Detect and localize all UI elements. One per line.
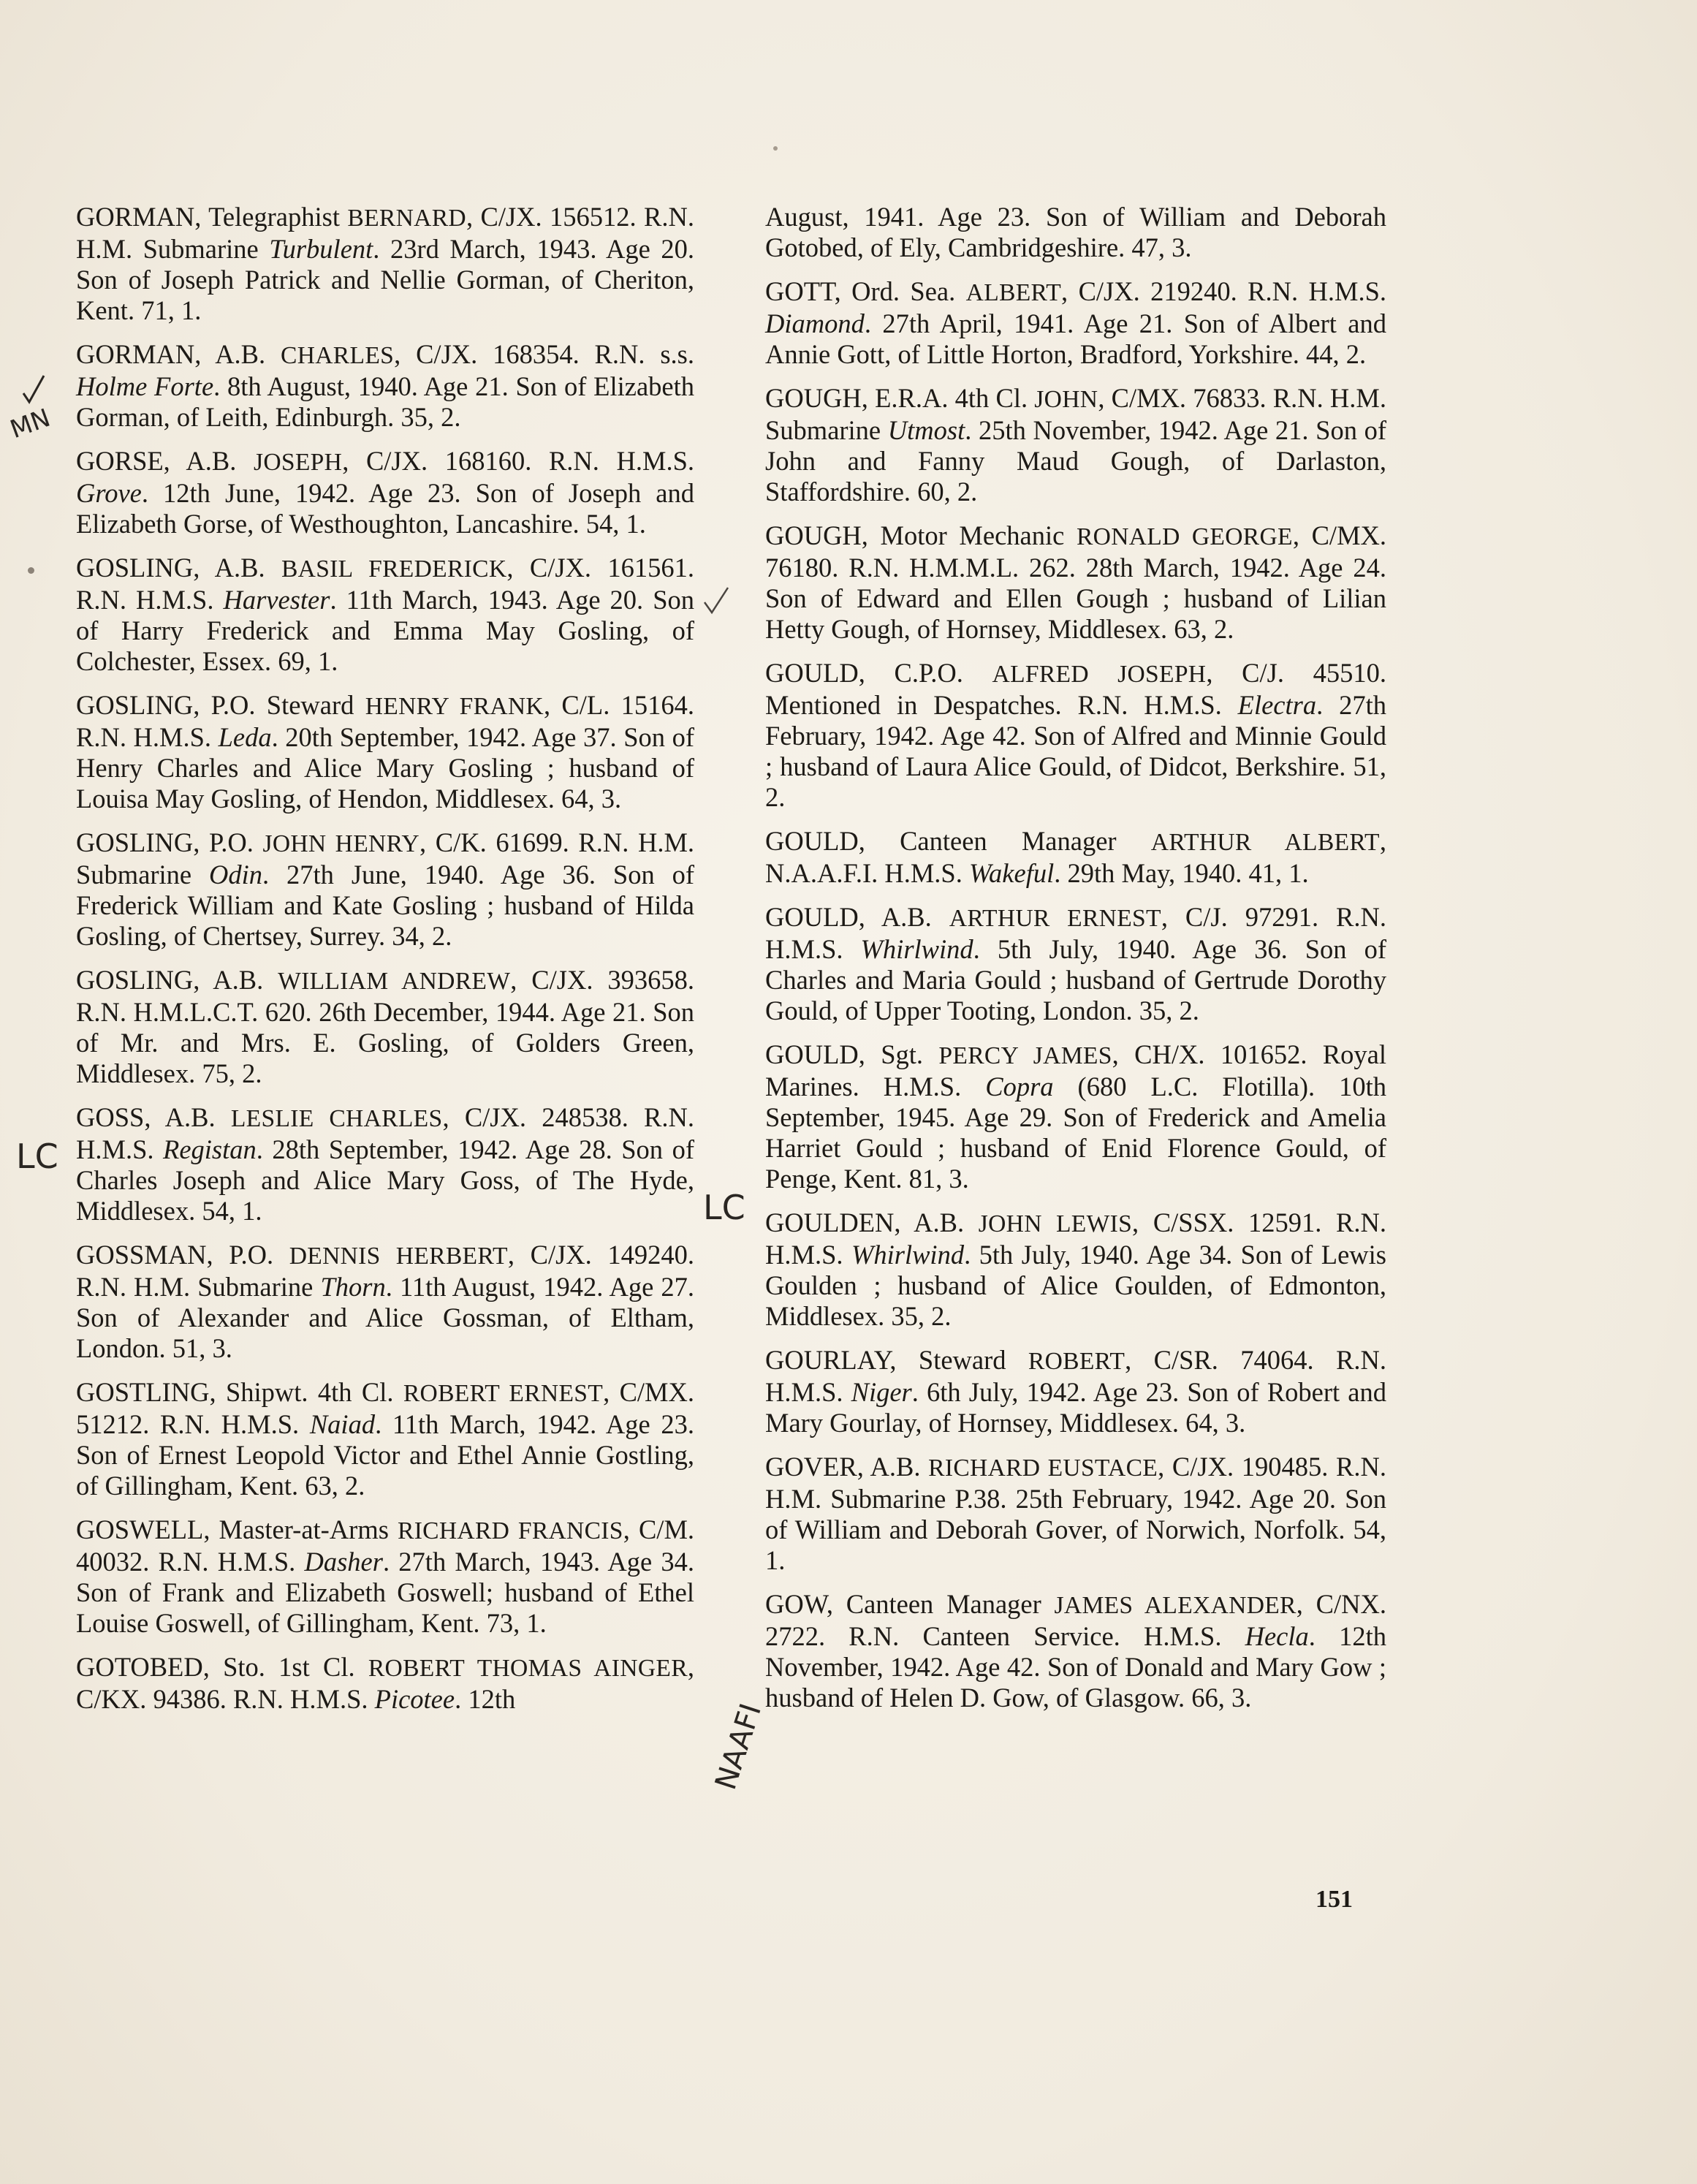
entry-details-continued: (680 L.C. Flotilla). 10th September, 1945. Age 29. Son of Frederick and Amelia Harriet Gould ; husband of Enid Florence Gould, of Penge, Kent. 81, 3. [765,1072,1386,1194]
entry-details: August, 1941. Age 23. Son of William and Deborah Gotobed, of Ely, Cambridgeshire. 47, 3. [765,202,1386,262]
entry-rank: A.B. [213,965,264,995]
entry-surname: GOULD [765,902,859,932]
entry-given-names: ROBERT ERNEST [403,1380,604,1407]
entry-rank: A.B. [215,339,266,369]
entry-ship-name: Whirlwind [851,1240,965,1270]
entry-details: C/JX. 190485. R.N. H.M. Submarine P.38. 25th February, 1942. Age 20. Son of William and Deborah Gover, of Norwich, Norfolk. 54, 1. [765,1452,1386,1575]
memorial-entry: GOSSMAN, P.O. DENNIS HERBERT, C/JX. 149240. R.N. H.M. Submarine Thorn. 11th August, 1942. Age 27. Son of Alexander and Alice Gossman, of Eltham, London. 51, 3. [76,1240,695,1363]
entry-details-continued: . 23rd March, 1943. Age 20. Son of Joseph Patrick and Nellie Gorman, of Cheriton, Kent. 71, 1. [76,234,695,325]
entry-given-names: RONALD GEORGE [1076,523,1293,550]
entry-rank: Shipwt. 4th Cl. [225,1377,394,1407]
entry-given-names: ARTHUR ERNEST [949,905,1161,932]
entry-given-names: WILLIAM ANDREW [278,968,511,995]
entry-rank: P.O. [208,827,254,857]
entry-details-continued: . 27th February, 1942. Age 42. Son of Alfred and Minnie Gould ; husband of Laura Alice Gould, of Didcot, Berkshire. 51, 2. [765,690,1386,812]
entry-given-names: CHARLES [281,342,395,369]
entry-ship-name: Niger [851,1377,912,1407]
entry-surname: GOULD [765,1039,859,1069]
entry-surname: GOTT [765,276,835,306]
entry-rank: Sgt. [881,1039,924,1069]
entry-details: C/JX. 393658. R.N. H.M.L.C.T. 620. 26th December, 1944. Age 21. Son of Mr. and Mrs. E. Gosling, of Golders Green, Middlesex. 75, 2. [76,965,695,1088]
entry-ship-name: Hecla [1245,1621,1309,1651]
paper-speck [28,567,34,574]
right-column [765,202,1386,1726]
memorial-entry: GORMAN, Telegraphist BERNARD, C/JX. 156512. R.N. H.M. Submarine Turbulent. 23rd March, 1943. Age 20. Son of Joseph Patrick and Nellie Gorman, of Cheriton, Kent. 71, 1. [76,202,695,325]
memorial-entry: GOSLING, A.B. BASIL FREDERICK, C/JX. 161561. R.N. H.M.S. Harvester. 11th March, 1943. Age 20. Son of Harry Frederick and Emma May Gosling, of Colchester, Essex. 69, 1. [76,553,694,676]
entry-ship-name: Thorn [320,1272,386,1302]
entry-ship-name: Dasher [304,1547,383,1577]
entry-rank: Sto. 1st Cl. [223,1652,355,1682]
entry-surname: GOUGH [765,383,862,413]
entry-ship-name: Turbulent [269,234,373,264]
entry-given-names: BASIL FREDERICK [281,556,507,583]
entry-details: C/JX. 168354. R.N. s.s. [416,339,694,369]
handwritten-naafi-note: NAAFI [709,1699,769,1794]
entry-rank: Canteen Manager [900,826,1117,856]
memorial-entry: GOULDEN, A.B. JOHN LEWIS, C/SSX. 12591. R.N. H.M.S. Whirlwind. 5th July, 1940. Age 34. Son of Lewis Goulden ; husband of Alice Goulden, of Edmonton, Middlesex. 35, 2. [765,1207,1386,1331]
entry-ship-name: Diamond [765,308,865,338]
entry-given-names: JOHN HENRY [262,830,419,857]
entry-ship-name: Wakeful [968,858,1055,888]
entry-given-names: LESLIE CHARLES [230,1105,443,1132]
entry-details: C/MX. 76180. R.N. H.M.M.L. 262. 28th March, 1942. Age 24. Son of Edward and Ellen Gough ; husband of Lilian Hetty Gough, of Hornsey, Middlesex. 63, 2. [765,520,1387,644]
entry-given-names: BERNARD [347,205,466,232]
entry-rank: Telegraphist [208,202,340,232]
entry-details: C/JX. 219240. R.N. H.M.S. [1078,276,1387,306]
memorial-entry: GOURLAY, Steward ROBERT, C/SR. 74064. R.N. H.M.S. Niger. 6th July, 1942. Age 23. Son of Robert and Mary Gourlay, of Hornsey, Middlesex. 64, 3. [765,1345,1387,1438]
entry-details-continued: . 27th June, 1940. Age 36. Son of Frederick William and Kate Gosling ; husband of Hilda Gosling, of Chertsey, Surrey. 34, 2. [76,860,695,951]
memorial-entry [765,202,1386,263]
entry-details-continued: . 25th November, 1942. Age 21. Son of John and Fanny Maud Gough, of Darlaston, Staffordshire. 60, 2. [765,415,1386,507]
entry-details: C/MX. 51212. R.N. H.M.S. [76,1377,694,1439]
entry-rank: Motor Mechanic [880,520,1065,550]
handwritten-check-mark [702,585,731,620]
entry-details-continued: . 20th September, 1942. Age 37. Son of Henry Charles and Alice Mary Gosling ; husband of Louisa May Gosling, of Hendon, Middlesex. 64, 3. [76,722,694,814]
entry-surname: GOSSMAN [76,1240,207,1270]
entry-details: C/K. 61699. R.N. H.M. Submarine [76,827,695,890]
memorial-entry: GOUGH, Motor Mechanic RONALD GEORGE, C/MX. 76180. R.N. H.M.M.L. 262. 28th March, 1942. Age 24. Son of Edward and Ellen Gough ; husband of Lilian Hetty Gough, of Hornsey, Middlesex. 63, 2. [765,520,1387,644]
memorial-entry: GOSWELL, Master-at-Arms RICHARD FRANCIS, C/M. 40032. R.N. H.M.S. Dasher. 27th March, 1943. Age 34. Son of Frank and Elizabeth Goswell; husband of Ethel Louise Goswell, of Gillingham, Kent. 73, 1. [76,1514,695,1638]
memorial-entry: GOULD, Canteen Manager ARTHUR ALBERT, N.A.A.F.I. H.M.S. Wakeful. 29th May, 1940. 41, 1. [765,826,1386,888]
entry-details-continued: . 5th July, 1940. Age 36. Son of Charles and Maria Gould ; husband of Gertrude Dorothy Gould, of Upper Tooting, London. 35, 2. [765,934,1386,1025]
entry-details-continued: . 12th June, 1942. Age 23. Son of Joseph and Elizabeth Gorse, of Westhoughton, Lancashire. 54, 1. [76,478,694,539]
entry-ship-name: Picotee [374,1684,455,1714]
memorial-entry: GOSTLING, Shipwt. 4th Cl. ROBERT ERNEST, C/MX. 51212. R.N. H.M.S. Naiad. 11th March, 1942. Age 23. Son of Ernest Leopold Victor and Ethel Annie Gostling, of Gillingham, Kent. 63, 2. [76,1377,695,1501]
entry-surname: GOVER [765,1452,857,1482]
entry-surname: GOTOBED [76,1652,203,1682]
entry-details-continued: . 6th July, 1942. Age 23. Son of Robert and Mary Gourlay, of Hornsey, Middlesex. 64, 3. [765,1377,1386,1438]
entry-given-names: JOHN LEWIS [978,1210,1133,1237]
entry-rank: P.O. [229,1240,274,1270]
entry-surname: GOURLAY [765,1345,890,1375]
entry-details: C/M. 40032. R.N. H.M.S. [76,1514,695,1577]
entry-details-continued: . 11th March, 1942. Age 23. Son of Ernest Leopold Victor and Ethel Annie Gostling, of Gillingham, Kent. 63, 2. [76,1409,695,1501]
memorial-entry: GOULD, A.B. ARTHUR ERNEST, C/J. 97291. R.N. H.M.S. Whirlwind. 5th July, 1940. Age 36. Son of Charles and Maria Gould ; husband of Gertrude Dorothy Gould, of Upper Tooting, London. 35, 2. [765,902,1387,1025]
entry-surname: GORMAN [76,339,195,369]
memorial-entry: GOTOBED, Sto. 1st Cl. ROBERT THOMAS AINGER, C/KX. 94386. R.N. H.M.S. Picotee. 12th [76,1652,695,1714]
entry-given-names: HENRY FRANK [365,693,544,720]
memorial-entry: GOSLING, P.O. JOHN HENRY, C/K. 61699. R.N. H.M. Submarine Odin. 27th June, 1940. Age 36. Son of Frederick William and Kate Gosling ; husband of Hilda Gosling, of Chertsey, Surrey. 34, 2. [76,827,695,951]
entry-surname: GOUGH [765,520,862,550]
entry-details: C/JX. 248538. R.N. H.M.S. [76,1102,695,1164]
memorial-entry: GORSE, A.B. JOSEPH, C/JX. 168160. R.N. H.M.S. Grove. 12th June, 1942. Age 23. Son of Joseph and Elizabeth Gorse, of Westhoughton, Lancashire. 54, 1. [76,446,694,539]
memorial-entry: GOW, Canteen Manager JAMES ALEXANDER, C/NX. 2722. R.N. Canteen Service. H.M.S. Hecla. 12th November, 1942. Age 42. Son of Donald and Mary Gow ; husband of Helen D. Gow, of Glasgow. 66, 3. [765,1589,1386,1713]
entry-details: C/JX. 161561. R.N. H.M.S. [76,553,694,615]
entry-rank: Ord. Sea. [851,276,956,306]
page-number: 151 [1316,1886,1353,1913]
entry-rank: A.B. [881,902,932,932]
entry-ship-name: Leda [218,722,272,752]
entry-details-continued: . 28th September, 1942. Age 28. Son of Charles Joseph and Alice Mary Goss, of The Hyde, Middlesex. 54, 1. [76,1134,694,1226]
entry-details: CH/X. 101652. Royal Marines. H.M.S. [765,1039,1387,1102]
entry-details: N.A.A.F.I. H.M.S. [765,858,969,888]
entry-surname: GOSLING [76,965,194,995]
entry-details: C/J. 45510. Mentioned in Despatches. R.N. H.M.S. [765,658,1386,720]
entry-given-names: ALFRED JOSEPH [992,661,1207,688]
entry-details: C/J. 97291. R.N. H.M.S. [765,902,1387,964]
entry-details: C/SSX. 12591. R.N. H.M.S. [765,1207,1386,1270]
left-column [76,202,694,1728]
entry-ship-name: Registan [163,1134,257,1164]
entry-surname: GOULDEN [765,1207,895,1237]
entry-details-continued: . 12th [455,1684,516,1714]
entry-ship-name: Utmost [887,415,965,445]
entry-rank: Canteen Manager [846,1589,1041,1619]
entry-surname: GOULD [765,658,859,688]
entry-details-continued: . 27th April, 1941. Age 21. Son of Albert and Annie Gott, of Little Horton, Bradford, Yorkshire. 44, 2. [765,308,1386,369]
entry-ship-name: Harvester [223,585,330,615]
entry-given-names: ALBERT [965,279,1062,306]
entry-rank: A.B. [214,553,265,583]
entry-given-names: JAMES ALEXANDER [1054,1592,1297,1619]
entry-rank: E.R.A. 4th Cl. [875,383,1028,413]
entry-rank: A.B. [186,446,237,476]
entry-surname: GORMAN [76,202,195,232]
entry-details-continued: . 8th August, 1940. Age 21. Son of Elizabeth Gorman, of Leith, Edinburgh. 35, 2. [76,371,695,432]
entry-given-names: ARTHUR ALBERT [1150,829,1380,856]
entry-details-continued: . 11th August, 1942. Age 27. Son of Alexander and Alice Gossman, of Eltham, London. 51, 3. [76,1272,695,1363]
memorial-entry: GOULD, C.P.O. ALFRED JOSEPH, C/J. 45510. Mentioned in Despatches. R.N. H.M.S. Electra. 27th February, 1942. Age 42. Son of Alfred and Minnie Gould ; husband of Laura Alice Gould, of Didcot, Berkshire. 51, 2. [765,658,1386,812]
entry-surname: GOSLING [76,553,194,583]
entry-given-names: ROBERT THOMAS AINGER [368,1655,688,1682]
entry-details: C/JX. 156512. R.N. H.M. Submarine [76,202,694,264]
memorial-entry: GOSS, A.B. LESLIE CHARLES, C/JX. 248538. R.N. H.M.S. Registan. 28th September, 1942. Age 28. Son of Charles Joseph and Alice Mary Goss, of The Hyde, Middlesex. 54, 1. [76,1102,695,1226]
entry-given-names: RICHARD FRANCIS [398,1517,623,1544]
entry-ship-name: Whirlwind [860,934,973,964]
entry-rank: A.B. [914,1207,965,1237]
handwritten-mn-note: MN [6,403,54,445]
entry-rank: Master-at-Arms [219,1514,389,1544]
entry-ship-name: Grove [76,478,142,508]
entry-given-names: PERCY JAMES [938,1042,1112,1069]
entry-rank: Steward [918,1345,1006,1375]
memorial-entry: GOTT, Ord. Sea. ALBERT, C/JX. 219240. R.N. H.M.S. Diamond. 27th April, 1941. Age 21. Son of Albert and Annie Gott, of Little Horton, Bradford, Yorkshire. 44, 2. [765,276,1387,369]
paper-speck [773,146,778,151]
handwritten-check-mark [20,373,47,408]
entry-surname: GOSLING [76,827,194,857]
entry-surname: GOW [765,1589,827,1619]
entry-rank: A.B. [870,1452,921,1482]
handwritten-lc-note: LC [16,1137,58,1176]
entry-given-names: ROBERT [1028,1348,1125,1375]
entry-surname: GOSLING [76,690,194,720]
memorial-entry: GOVER, A.B. RICHARD EUSTACE, C/JX. 190485. R.N. H.M. Submarine P.38. 25th February, 1942. Age 20. Son of William and Deborah Gover, of Norwich, Norfolk. 54, 1. [765,1452,1386,1575]
entry-details: C/MX. 76833. R.N. H.M. Submarine [765,383,1386,445]
entry-rank: A.B. [164,1102,216,1132]
entry-surname: GOSS [76,1102,145,1132]
memorial-entry: GOSLING, P.O. Steward HENRY FRANK, C/L. 15164. R.N. H.M.S. Leda. 20th September, 1942. Age 37. Son of Henry Charles and Alice Mary Gosling ; husband of Louisa May Gosling, of Hendon, Middlesex. 64, 3. [76,690,695,814]
entry-details: C/NX. 2722. R.N. Canteen Service. H.M.S. [765,1589,1386,1651]
entry-ship-name: Naiad [309,1409,376,1439]
entry-details: C/JX. 149240. R.N. H.M. Submarine [76,1240,695,1302]
entry-details: C/L. 15164. R.N. H.M.S. [76,690,695,752]
entry-rank: P.O. Steward [210,690,354,720]
memorial-entry: GOULD, Sgt. PERCY JAMES, CH/X. 101652. Royal Marines. H.M.S. Copra (680 L.C. Flotilla). 10th September, 1945. Age 29. Son of Frederick and Amelia Harriet Gould ; husband of Enid Florence Gould, of Penge, Kent. 81, 3. [765,1039,1387,1194]
entry-given-names: JOSEPH [253,449,343,476]
entry-ship-name: Odin [209,860,263,890]
entry-details-continued: . 5th July, 1940. Age 34. Son of Lewis Goulden ; husband of Alice Goulden, of Edmonton, Middlesex. 35, 2. [765,1240,1386,1331]
entry-surname: GORSE [76,446,164,476]
memorial-entry: GOUGH, E.R.A. 4th Cl. JOHN, C/MX. 76833. R.N. H.M. Submarine Utmost. 25th November, 1942. Age 21. Son of John and Fanny Maud Gough, of Darlaston, Staffordshire. 60, 2. [765,383,1386,507]
entry-rank: C.P.O. [894,658,963,688]
handwritten-lc-note: LC [703,1188,745,1227]
entry-given-names: JOHN [1034,386,1098,413]
entry-ship-name: Electra [1237,690,1317,720]
entry-given-names: DENNIS HERBERT [289,1243,508,1270]
entry-ship-name: Copra [985,1072,1054,1102]
entry-surname: GOULD [765,826,859,856]
entry-details: C/SR. 74064. R.N. H.M.S. [765,1345,1387,1407]
entry-details: C/KX. 94386. R.N. H.M.S. [76,1684,375,1714]
entry-details-continued: . 12th November, 1942. Age 42. Son of Donald and Mary Gow ; husband of Helen D. Gow, of Glasgow. 66, 3. [765,1621,1386,1713]
memorial-entry: GORMAN, A.B. CHARLES, C/JX. 168354. R.N. s.s. Holme Forte. 8th August, 1940. Age 21. Son of Elizabeth Gorman, of Leith, Edinburgh. 35, 2. [76,339,695,432]
entry-details-continued: . 27th March, 1943. Age 34. Son of Frank and Elizabeth Goswell; husband of Ethel Louise Goswell, of Gillingham, Kent. 73, 1. [76,1547,694,1638]
entry-ship-name: Holme Forte [76,371,214,401]
entry-details-continued: . 11th March, 1943. Age 20. Son of Harry Frederick and Emma May Gosling, of Colchester, Essex. 69, 1. [76,585,694,676]
entry-details-continued: . 29th May, 1940. 41, 1. [1054,858,1309,888]
entry-details: C/JX. 168160. R.N. H.M.S. [365,446,694,476]
entry-given-names: RICHARD EUSTACE [928,1455,1158,1482]
entry-surname: GOSWELL [76,1514,204,1544]
memorial-entry: GOSLING, A.B. WILLIAM ANDREW, C/JX. 393658. R.N. H.M.L.C.T. 620. 26th December, 1944. Age 21. Son of Mr. and Mrs. E. Gosling, of Golders Green, Middlesex. 75, 2. [76,965,695,1088]
entry-surname: GOSTLING [76,1377,210,1407]
